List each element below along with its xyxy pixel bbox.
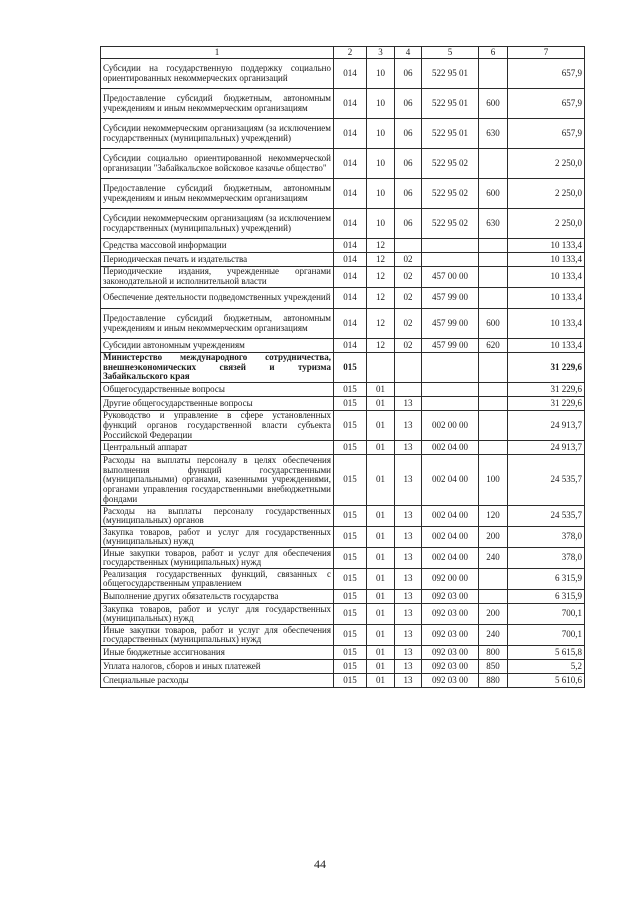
row-ministry-code: 014 <box>334 253 367 267</box>
row-subsection-code: 06 <box>395 209 422 239</box>
row-subsection-code <box>395 353 422 383</box>
row-name: Предоставление субсидий бюджетным, автономным учреждениям и иным некоммерческим организациям <box>101 309 334 339</box>
row-ministry-code: 015 <box>334 569 367 590</box>
row-section-code: 01 <box>367 527 395 548</box>
row-ministry-code: 015 <box>334 660 367 674</box>
row-section-code: 01 <box>367 397 395 411</box>
column-header-1: 1 <box>101 47 334 59</box>
row-amount: 2 250,0 <box>508 149 585 179</box>
row-expense-type: 240 <box>479 625 508 646</box>
row-name: Обеспечение деятельности подведомственных учреждений <box>101 288 334 309</box>
row-name: Периодическая печать и издательства <box>101 253 334 267</box>
row-expense-type: 240 <box>479 548 508 569</box>
row-name: Закупка товаров, работ и услуг для государственных (муниципальных) нужд <box>101 527 334 548</box>
row-expense-type: 100 <box>479 455 508 506</box>
budget-table <box>100 46 585 688</box>
row-section-code: 01 <box>367 604 395 625</box>
table-row <box>101 353 585 383</box>
table-row <box>101 59 585 89</box>
row-target-article: 002 04 00 <box>422 441 479 455</box>
row-target-article <box>422 253 479 267</box>
row-amount: 5 610,6 <box>508 674 585 688</box>
row-target-article: 522 95 01 <box>422 89 479 119</box>
row-expense-type <box>479 253 508 267</box>
row-subsection-code: 13 <box>395 625 422 646</box>
row-section-code: 12 <box>367 239 395 253</box>
row-ministry-code: 014 <box>334 309 367 339</box>
column-header-7: 7 <box>508 47 585 59</box>
row-section-code: 10 <box>367 179 395 209</box>
row-name: Центральный аппарат <box>101 441 334 455</box>
table-row <box>101 590 585 604</box>
row-section-code: 01 <box>367 506 395 527</box>
row-target-article: 522 95 02 <box>422 179 479 209</box>
table-row <box>101 441 585 455</box>
row-amount: 6 315,9 <box>508 569 585 590</box>
row-ministry-code: 014 <box>334 89 367 119</box>
row-subsection-code: 06 <box>395 149 422 179</box>
row-name: Общегосударственные вопросы <box>101 383 334 397</box>
row-name: Иные закупки товаров, работ и услуг для обеспечения государственных (муниципальных) нужд <box>101 625 334 646</box>
table-row <box>101 660 585 674</box>
row-section-code: 01 <box>367 625 395 646</box>
row-ministry-code: 014 <box>334 179 367 209</box>
row-ministry-code: 015 <box>334 548 367 569</box>
row-ministry-code: 015 <box>334 646 367 660</box>
row-target-article: 522 95 02 <box>422 149 479 179</box>
row-expense-type: 200 <box>479 527 508 548</box>
row-section-code: 01 <box>367 383 395 397</box>
row-section-code: 12 <box>367 253 395 267</box>
row-ministry-code: 015 <box>334 506 367 527</box>
row-amount: 378,0 <box>508 548 585 569</box>
row-name: Министерство международного сотрудничества, внешнеэкономических связей и туризма Забайкальского края <box>101 353 334 383</box>
row-subsection-code: 02 <box>395 309 422 339</box>
row-target-article <box>422 353 479 383</box>
row-name: Предоставление субсидий бюджетным, автономным учреждениям и иным некоммерческим организациям <box>101 179 334 209</box>
row-subsection-code: 02 <box>395 253 422 267</box>
row-target-article: 092 03 00 <box>422 646 479 660</box>
row-target-article: 522 95 01 <box>422 119 479 149</box>
row-name: Иные закупки товаров, работ и услуг для обеспечения государственных (муниципальных) нужд <box>101 548 334 569</box>
row-section-code: 01 <box>367 569 395 590</box>
row-name: Периодические издания, учрежденные органами законодательной и исполнительной власти <box>101 267 334 288</box>
page-number <box>0 857 640 872</box>
table-row <box>101 383 585 397</box>
table-row <box>101 179 585 209</box>
row-expense-type: 850 <box>479 660 508 674</box>
table-row <box>101 149 585 179</box>
row-amount: 24 913,7 <box>508 411 585 441</box>
row-amount: 2 250,0 <box>508 179 585 209</box>
row-section-code: 12 <box>367 267 395 288</box>
table-row <box>101 569 585 590</box>
row-subsection-code: 02 <box>395 267 422 288</box>
row-expense-type: 880 <box>479 674 508 688</box>
row-target-article: 002 04 00 <box>422 455 479 506</box>
table-row <box>101 674 585 688</box>
table-row <box>101 253 585 267</box>
table-row <box>101 455 585 506</box>
row-section-code: 01 <box>367 590 395 604</box>
row-ministry-code: 015 <box>334 455 367 506</box>
row-name: Руководство и управление в сфере установленных функций органов государственной власти субъекта Российской Федерации <box>101 411 334 441</box>
row-name: Специальные расходы <box>101 674 334 688</box>
row-subsection-code <box>395 239 422 253</box>
table-row <box>101 646 585 660</box>
row-target-article: 002 04 00 <box>422 506 479 527</box>
row-name: Средства массовой информации <box>101 239 334 253</box>
column-header-5: 5 <box>422 47 479 59</box>
row-subsection-code: 13 <box>395 590 422 604</box>
table-row <box>101 267 585 288</box>
row-ministry-code: 014 <box>334 267 367 288</box>
row-amount: 10 133,4 <box>508 239 585 253</box>
row-subsection-code: 13 <box>395 674 422 688</box>
table-row <box>101 548 585 569</box>
row-name: Расходы на выплаты персоналу государственных (муниципальных) органов <box>101 506 334 527</box>
row-section-code: 01 <box>367 411 395 441</box>
row-subsection-code: 13 <box>395 397 422 411</box>
row-expense-type <box>479 383 508 397</box>
table-row <box>101 411 585 441</box>
row-name: Выполнение других обязательств государства <box>101 590 334 604</box>
row-ministry-code: 015 <box>334 674 367 688</box>
row-subsection-code <box>395 383 422 397</box>
row-target-article: 522 95 02 <box>422 209 479 239</box>
row-ministry-code: 014 <box>334 239 367 253</box>
row-name: Уплата налогов, сборов и иных платежей <box>101 660 334 674</box>
row-section-code: 01 <box>367 548 395 569</box>
row-subsection-code: 13 <box>395 411 422 441</box>
row-target-article <box>422 383 479 397</box>
row-name: Субсидии некоммерческим организациям (за исключением государственных (муниципальных) учреждений) <box>101 119 334 149</box>
row-amount: 657,9 <box>508 89 585 119</box>
column-header-2: 2 <box>334 47 367 59</box>
row-amount: 10 133,4 <box>508 288 585 309</box>
row-target-article: 457 99 00 <box>422 288 479 309</box>
row-amount: 657,9 <box>508 119 585 149</box>
row-target-article: 457 00 00 <box>422 267 479 288</box>
row-subsection-code: 06 <box>395 179 422 209</box>
row-section-code: 01 <box>367 441 395 455</box>
table-row <box>101 339 585 353</box>
row-name: Реализация государственных функций, связанных с общегосударственным управлением <box>101 569 334 590</box>
row-section-code: 10 <box>367 59 395 89</box>
row-name: Субсидии некоммерческим организациям (за исключением государственных (муниципальных) учреждений) <box>101 209 334 239</box>
row-expense-type: 620 <box>479 339 508 353</box>
row-target-article: 092 00 00 <box>422 569 479 590</box>
table-row <box>101 239 585 253</box>
row-subsection-code: 13 <box>395 527 422 548</box>
row-expense-type <box>479 411 508 441</box>
row-section-code: 12 <box>367 339 395 353</box>
table-row <box>101 288 585 309</box>
row-expense-type <box>479 569 508 590</box>
row-name: Расходы на выплаты персоналу в целях обеспечения выполнения функций государственными (муниципальными) органами, казенными учреждениями, органами управления государственными внебюджетными фондами <box>101 455 334 506</box>
row-subsection-code: 13 <box>395 604 422 625</box>
row-ministry-code: 015 <box>334 590 367 604</box>
row-ministry-code: 015 <box>334 411 367 441</box>
row-expense-type <box>479 353 508 383</box>
row-expense-type: 600 <box>479 309 508 339</box>
row-amount: 2 250,0 <box>508 209 585 239</box>
row-target-article <box>422 397 479 411</box>
row-expense-type: 120 <box>479 506 508 527</box>
row-name: Предоставление субсидий бюджетным, автономным учреждениям и иным некоммерческим организациям <box>101 89 334 119</box>
row-ministry-code: 015 <box>334 527 367 548</box>
row-ministry-code: 014 <box>334 209 367 239</box>
row-expense-type: 630 <box>479 119 508 149</box>
row-target-article: 002 04 00 <box>422 527 479 548</box>
row-expense-type: 600 <box>479 89 508 119</box>
row-amount: 10 133,4 <box>508 253 585 267</box>
row-expense-type <box>479 267 508 288</box>
row-target-article: 002 00 00 <box>422 411 479 441</box>
row-amount: 378,0 <box>508 527 585 548</box>
row-ministry-code: 015 <box>334 353 367 383</box>
row-amount: 10 133,4 <box>508 339 585 353</box>
row-subsection-code: 13 <box>395 441 422 455</box>
row-amount: 657,9 <box>508 59 585 89</box>
row-target-article: 092 03 00 <box>422 590 479 604</box>
row-section-code: 10 <box>367 149 395 179</box>
row-ministry-code: 015 <box>334 397 367 411</box>
row-ministry-code: 015 <box>334 625 367 646</box>
row-subsection-code: 02 <box>395 339 422 353</box>
row-amount: 6 315,9 <box>508 590 585 604</box>
table-row <box>101 119 585 149</box>
row-name: Иные бюджетные ассигнования <box>101 646 334 660</box>
row-expense-type: 200 <box>479 604 508 625</box>
row-name: Субсидии социально ориентированной некоммерческой организации "Забайкальское войсковое казачье общество" <box>101 149 334 179</box>
row-name: Субсидии автономным учреждениям <box>101 339 334 353</box>
row-subsection-code: 06 <box>395 89 422 119</box>
row-target-article: 092 03 00 <box>422 625 479 646</box>
table-row <box>101 625 585 646</box>
row-subsection-code: 02 <box>395 288 422 309</box>
row-amount: 5 615,8 <box>508 646 585 660</box>
column-header-3: 3 <box>367 47 395 59</box>
row-section-code: 10 <box>367 209 395 239</box>
row-ministry-code: 014 <box>334 288 367 309</box>
row-subsection-code: 13 <box>395 548 422 569</box>
row-name: Другие общегосударственные вопросы <box>101 397 334 411</box>
table-row <box>101 309 585 339</box>
row-subsection-code: 06 <box>395 59 422 89</box>
row-subsection-code: 13 <box>395 569 422 590</box>
header-row <box>101 47 585 59</box>
row-expense-type <box>479 149 508 179</box>
row-expense-type: 800 <box>479 646 508 660</box>
column-header-6: 6 <box>479 47 508 59</box>
row-subsection-code: 13 <box>395 660 422 674</box>
row-target-article: 457 99 00 <box>422 309 479 339</box>
row-amount: 31 229,6 <box>508 353 585 383</box>
row-amount: 24 535,7 <box>508 455 585 506</box>
row-amount: 5,2 <box>508 660 585 674</box>
row-target-article <box>422 239 479 253</box>
row-target-article: 092 03 00 <box>422 660 479 674</box>
row-section-code: 12 <box>367 309 395 339</box>
row-section-code: 01 <box>367 660 395 674</box>
row-expense-type <box>479 441 508 455</box>
table-row <box>101 89 585 119</box>
row-section-code: 12 <box>367 288 395 309</box>
row-target-article: 002 04 00 <box>422 548 479 569</box>
row-target-article: 457 99 00 <box>422 339 479 353</box>
row-ministry-code: 014 <box>334 339 367 353</box>
row-ministry-code: 014 <box>334 59 367 89</box>
row-ministry-code: 015 <box>334 604 367 625</box>
row-target-article: 522 95 01 <box>422 59 479 89</box>
table-row <box>101 604 585 625</box>
table-row <box>101 209 585 239</box>
row-amount: 700,1 <box>508 604 585 625</box>
row-amount: 10 133,4 <box>508 309 585 339</box>
row-amount: 31 229,6 <box>508 397 585 411</box>
row-expense-type <box>479 239 508 253</box>
row-amount: 24 913,7 <box>508 441 585 455</box>
table-row <box>101 506 585 527</box>
row-expense-type: 630 <box>479 209 508 239</box>
page-number-text: 44 <box>314 857 326 871</box>
row-target-article: 092 03 00 <box>422 604 479 625</box>
table-row <box>101 397 585 411</box>
row-amount: 24 535,7 <box>508 506 585 527</box>
row-amount: 10 133,4 <box>508 267 585 288</box>
row-ministry-code: 015 <box>334 383 367 397</box>
row-expense-type <box>479 288 508 309</box>
row-section-code: 10 <box>367 119 395 149</box>
row-expense-type: 600 <box>479 179 508 209</box>
row-expense-type <box>479 590 508 604</box>
row-target-article: 092 03 00 <box>422 674 479 688</box>
row-section-code: 01 <box>367 455 395 506</box>
row-subsection-code: 13 <box>395 506 422 527</box>
row-ministry-code: 014 <box>334 119 367 149</box>
row-amount: 31 229,6 <box>508 383 585 397</box>
row-expense-type <box>479 59 508 89</box>
row-subsection-code: 06 <box>395 119 422 149</box>
row-section-code: 10 <box>367 89 395 119</box>
row-subsection-code: 13 <box>395 455 422 506</box>
row-name: Закупка товаров, работ и услуг для государственных (муниципальных) нужд <box>101 604 334 625</box>
row-expense-type <box>479 397 508 411</box>
row-section-code: 01 <box>367 646 395 660</box>
row-ministry-code: 014 <box>334 149 367 179</box>
row-subsection-code: 13 <box>395 646 422 660</box>
column-header-4: 4 <box>395 47 422 59</box>
row-name: Субсидии на государственную поддержку социально ориентированных некоммерческих организаций <box>101 59 334 89</box>
row-section-code <box>367 353 395 383</box>
row-amount: 700,1 <box>508 625 585 646</box>
table-body <box>101 59 585 688</box>
table-row <box>101 527 585 548</box>
row-ministry-code: 015 <box>334 441 367 455</box>
row-section-code: 01 <box>367 674 395 688</box>
